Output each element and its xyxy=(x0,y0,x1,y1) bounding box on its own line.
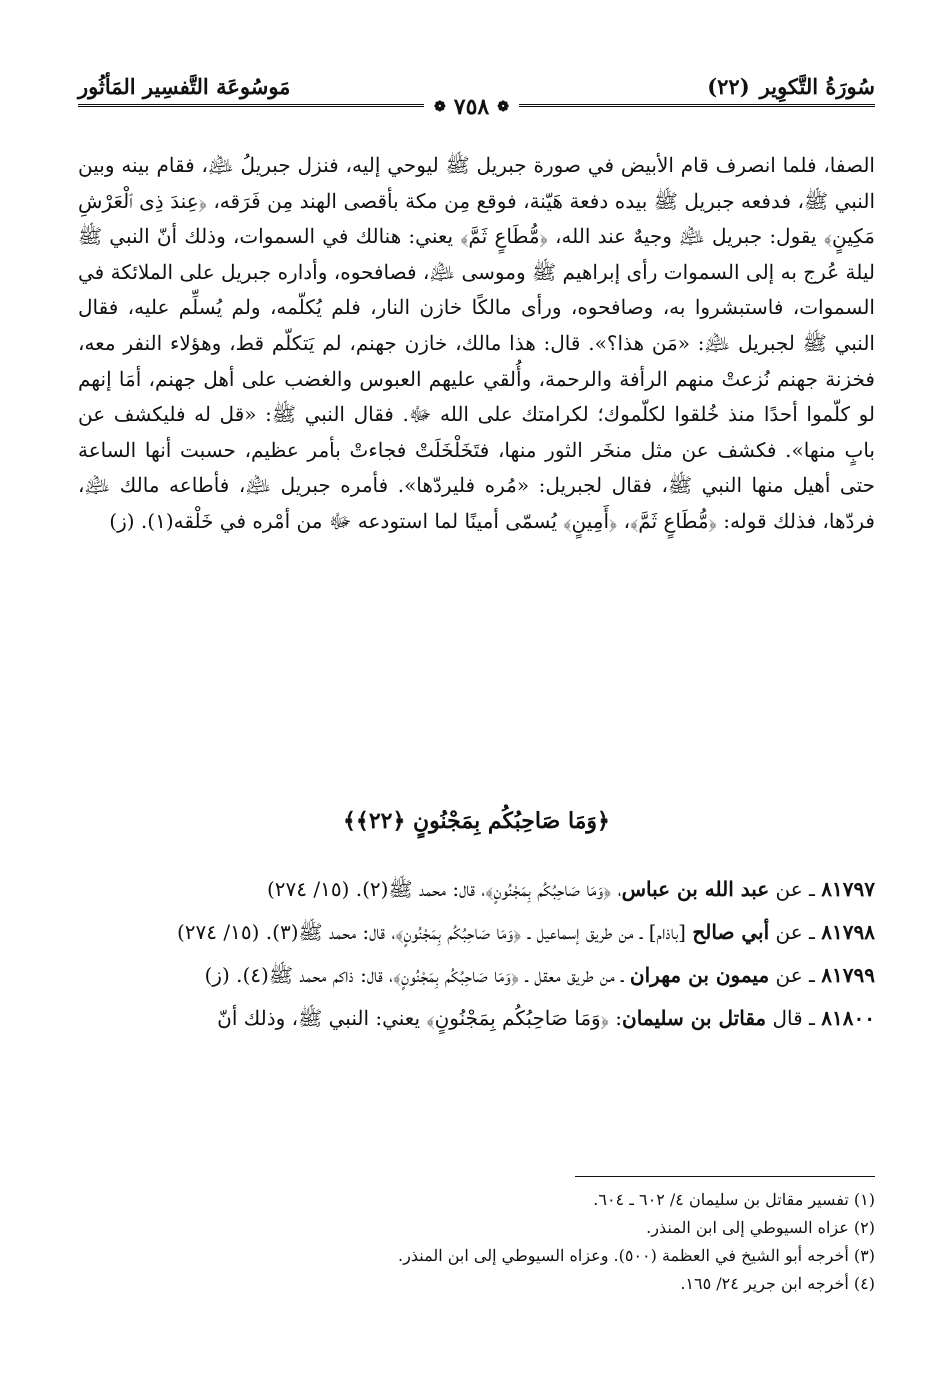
ornament-icon: ❁ xyxy=(434,99,446,115)
paragraph-text: الصفا، فلما انصرف قام الأبيض في صورة جبريل ﷺ ليوحي إليه، فنزل جبريلُ ﵇، فقام بينه وبين النبي ﷺ، فدفعه جبريل ﷺ بيده دفعة هَيّنة، فوقع مِن مكة بأقصى الهند مِن فَرَقه، ﴿عِندَ ذِى ٱلْعَرْشِ مَكِينٍ﴾ يقول: جبريل ﵇ وجيهٌ عند الله، ﴿مُّطَاعٍ ثَمَّ﴾ يعني: هنالك في السموات، وذلك أنّ النبي ﷺ ليلة عُرج به إلى السموات رأى إبراهيم ﷺ وموسى ﵇، فصافحوه، وأداره جبريل على الملائكة في السموات، فاستبشروا به، وصافحوه، ورأى مالكًا خازن النار، فلم يُكلّمه، ولم يُسلِّم عليه، فقال النبي ﷺ لجبريل ﵇: «مَن هذا؟». قال: هذا مالك، خازن جهنم، لم يَتكلّم قط، وهؤلاء النفر معه، فخزنة جهنم نُزعتْ منهم الرأفة والرحمة، وأُلقي عليهم العبوس والغضب على أهل جهنم، أمَا إنهم لو كلّموا أحدًا منذ خُلقوا لكلّموك؛ لكرامتك على الله ﷻ. فقال النبي ﷺ: «قل له فليكشف عن بابٍ منها». فكشف عن مثل منخَر الثور منها، فتَخَلْخَلَتْ فجاءتْ بأمر عظيم، حسبت أنها الساعة حتى أهيل منها النبي ﷺ، فقال لجبريل: «مُره فليردّها». فأمره جبريل ﵇، فأطاعه مالك ﵇، فردّها، فذلك قوله: ﴿مُّطَاعٍ ثَمَّ﴾، ﴿أَمِينٍ﴾ يُسمّى أمينًا لما استودعه ﷻ من أمْره في خَلْقه(١). (ز) xyxy=(78,153,875,533)
footnote: (١) تفسير مقاتل بن سليمان ٤/ ٦٠٢ ـ ٦٠٤. xyxy=(593,1190,875,1209)
ornament-icon: ❁ xyxy=(497,99,509,115)
entry-prefix: ـ عن xyxy=(769,877,822,901)
footnote: (٤) أخرجه ابن جرير ٢٤/ ١٦٥. xyxy=(680,1274,875,1293)
narration-entry xyxy=(78,915,875,949)
entry-number: ٨١٧٩٩ xyxy=(821,963,875,987)
narration-entry xyxy=(78,958,875,992)
narrator-name: مقاتل بن سليمان xyxy=(622,1006,767,1030)
narrator-name: ميمون بن مهران xyxy=(629,963,770,987)
page-header xyxy=(78,70,875,102)
page-number: ٧٥٨ xyxy=(453,94,490,120)
header-rule xyxy=(78,104,875,107)
entry-text: ـ من طريق معقل ـ ﴿وَمَا صَاحِبُكُم بِمَجْنُونٍ﴾، قال: ذاكم محمد ﷺ(٤). (ز) xyxy=(204,963,630,987)
footnote: (٣) أخرجه أبو الشيخ في العظمة (٥٠٠). وعزاه السيوطي إلى ابن المنذر. xyxy=(398,1246,875,1265)
narrator-name: أبي صالح xyxy=(692,920,770,944)
entry-prefix: ـ قال xyxy=(766,1006,822,1030)
verse-heading: ﴿وَمَا صَاحِبُكُم بِمَجْنُونٍ ﴿٢٢﴾﴾ xyxy=(343,808,610,834)
footnote: (٢) عزاه السيوطي إلى ابن المنذر. xyxy=(646,1218,875,1237)
narrator-name: عبد الله بن عباس xyxy=(621,877,770,901)
footnote-divider xyxy=(575,1176,875,1177)
entry-number: ٨١٨٠٠ xyxy=(821,1006,875,1030)
narration-entry xyxy=(78,872,875,906)
surah-header xyxy=(707,74,875,99)
entry-prefix: ـ عن xyxy=(769,920,822,944)
surah-title: سُورَةُ التَّكوِير xyxy=(759,73,875,99)
entry-text: : ﴿وَمَا صَاحِبُكُم بِمَجْنُونٍ﴾ يعني: النبي ﷺ، وذلك أنّ xyxy=(217,1006,623,1030)
entry-prefix: ـ عن xyxy=(769,963,822,987)
surah-number: (٢٢) xyxy=(707,73,750,99)
entry-text: [باذام] ـ من طريق إسماعيل ـ ﴿وَمَا صَاحِبُكُم بِمَجْنُونٍ﴾، قال: محمد ﷺ(٣). (١٥/ ٢٧٤) xyxy=(176,920,693,944)
main-paragraph xyxy=(78,148,875,540)
narration-entry xyxy=(78,1001,875,1035)
book-title: مَوسُوعَة التَّفسِير المَأثُور xyxy=(78,73,291,99)
footnotes xyxy=(78,1186,875,1298)
entry-text: ، ﴿وَمَا صَاحِبُكُم بِمَجْنُونٍ﴾، قال: محمد ﷺ(٢). (١٥/ ٢٧٤) xyxy=(266,877,622,901)
narration-list xyxy=(78,872,875,1035)
entry-number: ٨١٧٩٧ xyxy=(821,877,875,901)
entry-number: ٨١٧٩٨ xyxy=(821,920,875,944)
